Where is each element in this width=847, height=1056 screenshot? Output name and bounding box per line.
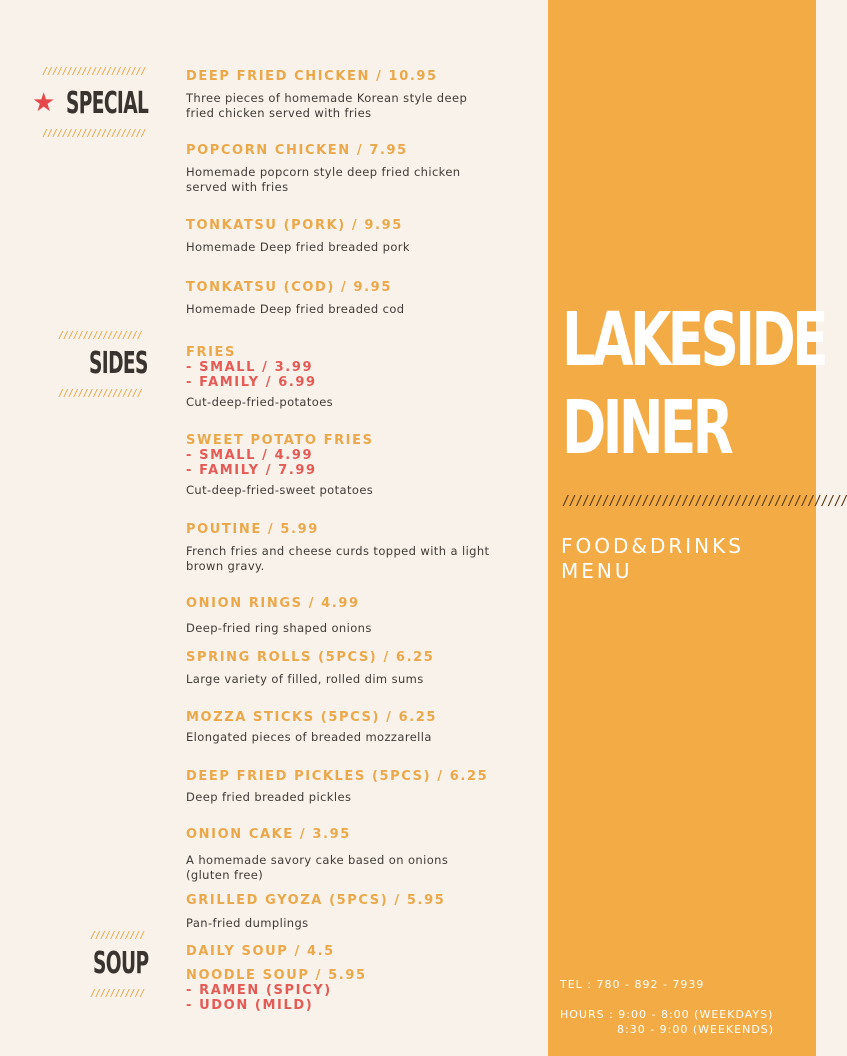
item-description: Deep fried breaded pickles	[186, 790, 352, 804]
item-description: Deep-fried ring shaped onions	[186, 621, 372, 635]
menu-item	[186, 827, 536, 883]
item-option: - RAMEN (SPICY)	[186, 983, 332, 998]
item-description: French fries and cheese curds topped with a light brown gravy.	[186, 544, 490, 573]
item-title: TONKATSU (PORK) / 9.95	[186, 218, 403, 233]
item-option: - UDON (MILD)	[186, 998, 314, 1013]
item-title: GRILLED GYOZA (5PCS) / 5.95	[186, 893, 446, 908]
menu-item	[186, 710, 536, 745]
menu-item	[186, 345, 536, 410]
item-title: POPCORN CHICKEN / 7.95	[186, 143, 408, 158]
item-title: DAILY SOUP / 4.5	[186, 944, 335, 959]
section-divider: ///////////	[90, 930, 145, 941]
item-title: SWEET POTATO FRIES	[186, 433, 374, 448]
item-title: POUTINE / 5.99	[186, 522, 319, 537]
menu-item	[186, 769, 536, 805]
item-title: DEEP FRIED PICKLES (5PCS) / 6.25	[186, 769, 489, 784]
menu-item	[186, 143, 536, 195]
star-icon: ★	[32, 88, 56, 118]
item-title: ONION RINGS / 4.99	[186, 596, 360, 611]
item-option: - SMALL / 4.99	[186, 448, 314, 463]
section-divider: /////////////////////	[42, 66, 146, 77]
item-option: - FAMILY / 6.99	[186, 375, 317, 390]
section-divider: /////////////////	[58, 330, 142, 341]
item-option: - SMALL / 3.99	[186, 360, 314, 375]
contact-info	[560, 977, 774, 1037]
menu-item	[186, 218, 536, 255]
brand-panel	[548, 0, 847, 1056]
menu-item	[186, 893, 536, 931]
item-title: SPRING ROLLS (5PCS) / 6.25	[186, 650, 435, 665]
restaurant-name	[562, 296, 825, 472]
section-label-special: SPECIAL	[66, 86, 149, 121]
panel-divider: ///////////////////////////////////////////	[562, 494, 847, 509]
item-description: A homemade savory cake based on onions (gluten free)	[186, 853, 449, 882]
item-description: Cut-deep-fried-potatoes	[186, 395, 334, 409]
menu-item	[186, 433, 536, 498]
item-description: Pan-fried dumplings	[186, 916, 309, 930]
item-description: Homemade Deep fried breaded cod	[186, 302, 405, 316]
telephone: TEL : 780 - 892 - 7939	[560, 978, 705, 991]
item-title: ONION CAKE / 3.95	[186, 827, 351, 842]
menu-item	[186, 280, 536, 317]
hours-weekends: 8:30 - 9:00 (WEEKENDS)	[617, 1023, 775, 1036]
section-label-soup: SOUP	[92, 946, 148, 981]
restaurant-name-line1: LAKESIDE	[562, 297, 825, 383]
section-divider: ///////////	[90, 988, 145, 999]
item-description: Large variety of filled, rolled dim sums	[186, 672, 424, 686]
item-title: DEEP FRIED CHICKEN / 10.95	[186, 69, 438, 84]
item-description: Homemade Deep fried breaded pork	[186, 240, 410, 254]
menu-subtitle	[561, 534, 744, 584]
menu-item	[186, 944, 536, 959]
subtitle-line1: FOOD&DRINKS	[561, 534, 744, 558]
menu-item	[186, 522, 536, 574]
menu-item	[186, 596, 536, 636]
item-title: MOZZA STICKS (5PCS) / 6.25	[186, 710, 438, 725]
item-title: TONKATSU (COD) / 9.95	[186, 280, 392, 295]
menu-item	[186, 650, 536, 687]
item-title: NOODLE SOUP / 5.95	[186, 968, 367, 983]
subtitle-line2: MENU	[561, 559, 633, 583]
section-divider: /////////////////	[58, 388, 142, 399]
section-label-sides: SIDES	[89, 346, 148, 381]
item-description: Three pieces of homemade Korean style deep fried chicken served with fries	[186, 91, 468, 120]
menu-item	[186, 69, 536, 121]
item-description: Homemade popcorn style deep fried chicken served with fries	[186, 165, 461, 194]
item-description: Elongated pieces of breaded mozzarella	[186, 730, 432, 744]
menu-item	[186, 968, 536, 1013]
item-title: FRIES	[186, 345, 236, 360]
item-description: Cut-deep-fried-sweet potatoes	[186, 483, 374, 497]
hours-weekdays: HOURS : 9:00 - 8:00 (WEEKDAYS)	[560, 1008, 774, 1021]
item-option: - FAMILY / 7.99	[186, 463, 317, 478]
restaurant-name-line2: DINER	[562, 385, 731, 471]
section-divider: /////////////////////	[42, 128, 146, 139]
